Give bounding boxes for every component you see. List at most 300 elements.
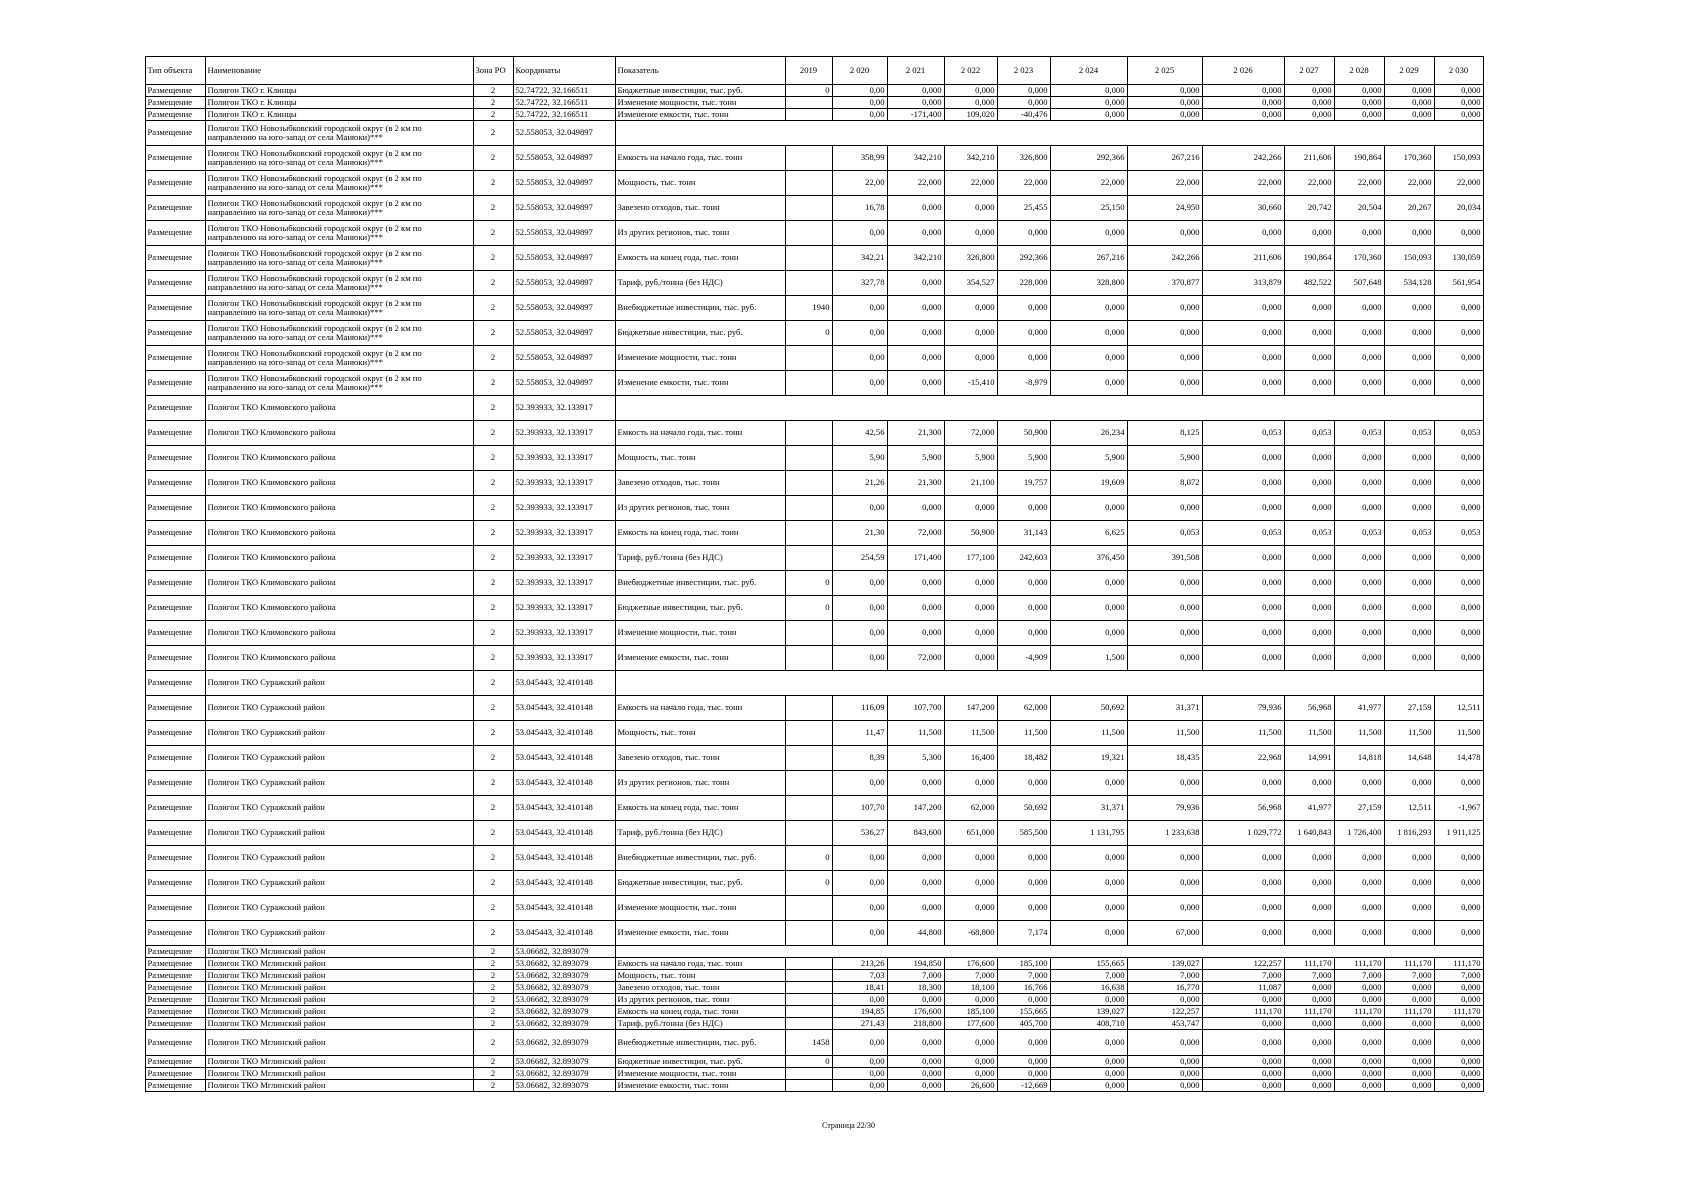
cell-value: 0,000	[1202, 109, 1284, 121]
cell-indicator: Изменение емкости, тыс. тонн	[615, 921, 785, 946]
cell-name: Полигон ТКО Суражский район	[205, 721, 473, 746]
cell-value: 0,000	[1434, 846, 1483, 871]
cell-value: 0,00	[832, 571, 887, 596]
cell-value: 313,879	[1202, 271, 1284, 296]
table-row	[145, 821, 1483, 846]
cell-value: 0,000	[1434, 346, 1483, 371]
cell-type: Размещение	[145, 146, 205, 171]
cell-value: 31,143	[997, 521, 1050, 546]
cell-value: 0,000	[1334, 596, 1384, 621]
cell-zone: 2	[473, 271, 513, 296]
cell-value: 0,000	[944, 596, 997, 621]
cell-indicator: Внебюджетные инвестиции, тыс. руб.	[615, 846, 785, 871]
cell-2019: 0	[785, 846, 832, 871]
cell-value: 147,200	[887, 796, 944, 821]
cell-value: 176,600	[944, 958, 997, 970]
column-header: Наименование	[205, 57, 473, 85]
cell-indicator: Внебюджетные инвестиции, тыс. руб.	[615, 296, 785, 321]
cell-zone: 2	[473, 371, 513, 396]
cell-value: 0,000	[1434, 646, 1483, 671]
cell-value: 12,511	[1434, 696, 1483, 721]
cell-value: 0,000	[1050, 1080, 1127, 1092]
cell-coords: 52.393933, 32.133917	[513, 546, 615, 571]
cell-value: 0,00	[832, 771, 887, 796]
cell-value: 0,000	[997, 1056, 1050, 1068]
cell-value: 11,500	[1284, 721, 1334, 746]
cell-value: -12,669	[997, 1080, 1050, 1092]
cell-value: 0,000	[1202, 646, 1284, 671]
cell-value: 342,21	[832, 246, 887, 271]
cell-value: 72,000	[887, 646, 944, 671]
cell-indicator: Завезено отходов, тыс. тонн	[615, 982, 785, 994]
cell-value: 0,000	[1384, 1030, 1434, 1056]
cell-indicator: Из других регионов, тыс. тонн	[615, 221, 785, 246]
cell-value: 111,170	[1202, 1006, 1284, 1018]
cell-zone: 2	[473, 796, 513, 821]
cell-value: 22,000	[1334, 171, 1384, 196]
cell-value: 0,000	[1050, 846, 1127, 871]
cell-value: 0,000	[887, 621, 944, 646]
cell-value: 25,150	[1050, 196, 1127, 221]
cell-value: 0,000	[1284, 85, 1334, 97]
cell-value: 7,000	[1384, 970, 1434, 982]
cell-zone: 2	[473, 970, 513, 982]
cell-indicator: Завезено отходов, тыс. тонн	[615, 746, 785, 771]
cell-value: 0,000	[1434, 221, 1483, 246]
cell-zone: 2	[473, 671, 513, 696]
table-row	[145, 246, 1483, 271]
cell-value: 67,000	[1127, 921, 1202, 946]
cell-value: 0,000	[1384, 896, 1434, 921]
cell-value: 0,000	[1434, 296, 1483, 321]
cell-value: 0,000	[1050, 921, 1127, 946]
cell-type: Размещение	[145, 85, 205, 97]
cell-value: 0,000	[944, 871, 997, 896]
cell-coords: 52.74722, 32.166511	[513, 109, 615, 121]
cell-value: 62,000	[997, 696, 1050, 721]
cell-value: 11,500	[1434, 721, 1483, 746]
cell-value: 405,700	[997, 1018, 1050, 1030]
cell-value: 7,000	[1127, 970, 1202, 982]
cell-name: Полигон ТКО Мглинский район	[205, 1006, 473, 1018]
cell-value: 0,000	[1050, 221, 1127, 246]
cell-indicator: Емкость на начало года, тыс. тонн	[615, 958, 785, 970]
table-row	[145, 321, 1483, 346]
cell-value: 24,950	[1127, 196, 1202, 221]
cell-name: Полигон ТКО Новозыбковский городской округ (в 2 км по направлению на юго-запад от села Манюки)***	[205, 271, 473, 296]
cell-type: Размещение	[145, 246, 205, 271]
cell-value: 0,000	[1384, 446, 1434, 471]
cell-value: 267,216	[1127, 146, 1202, 171]
cell-value: 150,093	[1434, 146, 1483, 171]
cell-value: 0,000	[1434, 1018, 1483, 1030]
cell-value: 0,000	[944, 621, 997, 646]
cell-value: 0,053	[1384, 521, 1434, 546]
cell-value: -68,800	[944, 921, 997, 946]
cell-name: Полигон ТКО Новозыбковский городской округ (в 2 км по направлению на юго-запад от села Манюки)***	[205, 321, 473, 346]
cell-value: 0,000	[1434, 321, 1483, 346]
cell-coords: 52.558053, 32.049897	[513, 171, 615, 196]
cell-value: 0,000	[887, 571, 944, 596]
cell-value: 0,000	[1050, 1030, 1127, 1056]
cell-name: Полигон ТКО Новозыбковский городской округ (в 2 км по направлению на юго-запад от села Манюки)***	[205, 171, 473, 196]
cell-value: 5,300	[887, 746, 944, 771]
cell-value: 0,000	[1202, 321, 1284, 346]
cell-coords: 52.558053, 32.049897	[513, 196, 615, 221]
cell-value: 0,000	[1434, 871, 1483, 896]
cell-value: 31,371	[1127, 696, 1202, 721]
cell-value: 0,00	[832, 1030, 887, 1056]
cell-zone: 2	[473, 221, 513, 246]
cell-value: 21,300	[887, 471, 944, 496]
cell-value: 0,000	[944, 296, 997, 321]
cell-name: Полигон ТКО Мглинский район	[205, 1080, 473, 1092]
cell-value: 0,000	[1202, 1068, 1284, 1080]
cell-2019: 1940	[785, 296, 832, 321]
cell-value: 7,000	[1050, 970, 1127, 982]
cell-value: 0,000	[1284, 97, 1334, 109]
cell-value: 0,000	[887, 846, 944, 871]
cell-coords: 52.558053, 32.049897	[513, 271, 615, 296]
cell-value: 0,000	[1434, 994, 1483, 1006]
table-row	[145, 982, 1483, 994]
column-header: Координаты	[513, 57, 615, 85]
cell-value: 0,000	[944, 846, 997, 871]
cell-value: 16,400	[944, 746, 997, 771]
cell-value: 0,00	[832, 496, 887, 521]
cell-value: 0,000	[1202, 221, 1284, 246]
cell-value: 0,000	[997, 496, 1050, 521]
cell-value: 0,000	[997, 571, 1050, 596]
cell-coords: 53.045443, 32.410148	[513, 896, 615, 921]
cell-name: Полигон ТКО Суражский район	[205, 771, 473, 796]
cell-zone: 2	[473, 85, 513, 97]
cell-coords: 53.06682, 32.893079	[513, 1056, 615, 1068]
cell-zone: 2	[473, 296, 513, 321]
cell-value: 0,00	[832, 371, 887, 396]
cell-empty	[615, 396, 1483, 421]
cell-indicator: Внебюджетные инвестиции, тыс. руб.	[615, 1030, 785, 1056]
cell-2019	[785, 521, 832, 546]
cell-value: 0,000	[1284, 321, 1334, 346]
cell-value: 0,000	[1384, 296, 1434, 321]
cell-value: 0,000	[1202, 846, 1284, 871]
cell-value: 0,000	[1284, 771, 1334, 796]
cell-value: 11,500	[1384, 721, 1434, 746]
cell-value: 14,648	[1384, 746, 1434, 771]
cell-value: 122,257	[1127, 1006, 1202, 1018]
cell-zone: 2	[473, 171, 513, 196]
cell-value: 0,000	[1334, 921, 1384, 946]
cell-zone: 2	[473, 982, 513, 994]
cell-coords: 52.558053, 32.049897	[513, 146, 615, 171]
cell-value: 342,210	[887, 146, 944, 171]
table-row	[145, 921, 1483, 946]
cell-indicator: Изменение емкости, тыс. тонн	[615, 646, 785, 671]
cell-name: Полигон ТКО Новозыбковский городской округ (в 2 км по направлению на юго-запад от села Манюки)***	[205, 296, 473, 321]
cell-value: 11,500	[1334, 721, 1384, 746]
table-row	[145, 696, 1483, 721]
cell-2019	[785, 970, 832, 982]
cell-value: 194,850	[887, 958, 944, 970]
cell-zone: 2	[473, 471, 513, 496]
cell-type: Размещение	[145, 321, 205, 346]
cell-zone: 2	[473, 871, 513, 896]
cell-value: 0,000	[887, 871, 944, 896]
cell-value: 0,000	[1284, 371, 1334, 396]
column-header: 2 027	[1284, 57, 1334, 85]
table-row	[145, 1056, 1483, 1068]
cell-value: 0,000	[1434, 596, 1483, 621]
table-row	[145, 796, 1483, 821]
cell-value: 242,603	[997, 546, 1050, 571]
table-row	[145, 1080, 1483, 1092]
cell-value: 0,000	[1334, 471, 1384, 496]
cell-value: 0,000	[1050, 97, 1127, 109]
cell-value: 0,000	[1334, 982, 1384, 994]
column-header: 2 028	[1334, 57, 1384, 85]
cell-value: 482,522	[1284, 271, 1334, 296]
cell-indicator: Из других регионов, тыс. тонн	[615, 496, 785, 521]
cell-2019	[785, 921, 832, 946]
cell-value: 0,000	[1050, 571, 1127, 596]
cell-value: 0,000	[1202, 921, 1284, 946]
cell-value: 0,053	[1284, 521, 1334, 546]
cell-2019	[785, 271, 832, 296]
cell-value: 0,000	[1202, 296, 1284, 321]
cell-value: 0,00	[832, 646, 887, 671]
cell-value: 22,000	[1202, 171, 1284, 196]
cell-value: 11,500	[887, 721, 944, 746]
cell-value: 0,000	[1384, 346, 1434, 371]
cell-type: Размещение	[145, 871, 205, 896]
cell-zone: 2	[473, 596, 513, 621]
table-row	[145, 371, 1483, 396]
cell-value: 0,000	[1127, 1030, 1202, 1056]
cell-value: 0,000	[1334, 446, 1384, 471]
cell-value: 0,000	[997, 221, 1050, 246]
cell-value: 18,435	[1127, 746, 1202, 771]
cell-value: 0,000	[1384, 471, 1434, 496]
table-row	[145, 646, 1483, 671]
cell-coords: 53.06682, 32.893079	[513, 958, 615, 970]
cell-coords: 52.558053, 32.049897	[513, 346, 615, 371]
cell-coords: 53.045443, 32.410148	[513, 696, 615, 721]
cell-value: 0,000	[1050, 496, 1127, 521]
cell-value: 0,000	[1050, 296, 1127, 321]
cell-type: Размещение	[145, 271, 205, 296]
cell-value: 0,000	[1127, 571, 1202, 596]
cell-value: 22,000	[887, 171, 944, 196]
cell-2019	[785, 696, 832, 721]
cell-name: Полигон ТКО г. Клинцы	[205, 97, 473, 109]
cell-value: 0,000	[997, 1030, 1050, 1056]
cell-value: 21,30	[832, 521, 887, 546]
cell-value: 0,000	[1434, 496, 1483, 521]
cell-zone: 2	[473, 846, 513, 871]
cell-value: 0,000	[1127, 871, 1202, 896]
cell-value: 185,100	[997, 958, 1050, 970]
cell-value: 22,000	[1384, 171, 1434, 196]
cell-2019	[785, 994, 832, 1006]
cell-2019	[785, 171, 832, 196]
cell-value: 0,000	[1334, 846, 1384, 871]
cell-value: 0,000	[1127, 321, 1202, 346]
cell-value: 0,000	[1127, 771, 1202, 796]
cell-value: 0,000	[997, 771, 1050, 796]
cell-value: 150,093	[1384, 246, 1434, 271]
cell-value: 0,00	[832, 896, 887, 921]
cell-value: 0,00	[832, 621, 887, 646]
cell-value: 107,70	[832, 796, 887, 821]
cell-coords: 53.06682, 32.893079	[513, 1030, 615, 1056]
data-table	[145, 56, 1484, 1092]
cell-zone: 2	[473, 1080, 513, 1092]
cell-zone: 2	[473, 696, 513, 721]
cell-value: 0,000	[1334, 994, 1384, 1006]
cell-2019	[785, 1068, 832, 1080]
cell-value: 14,478	[1434, 746, 1483, 771]
cell-value: 7,000	[1202, 970, 1284, 982]
cell-value: 5,900	[1050, 446, 1127, 471]
cell-value: 0,000	[1284, 109, 1334, 121]
cell-value: 0,000	[1202, 871, 1284, 896]
cell-value: 0,000	[997, 994, 1050, 1006]
cell-value: -1,967	[1434, 796, 1483, 821]
cell-coords: 52.558053, 32.049897	[513, 296, 615, 321]
cell-value: 0,000	[1334, 97, 1384, 109]
cell-value: 155,665	[1050, 958, 1127, 970]
table-row	[145, 471, 1483, 496]
cell-value: 139,027	[1050, 1006, 1127, 1018]
cell-value: 0,000	[887, 596, 944, 621]
cell-value: 0,000	[997, 846, 1050, 871]
cell-value: 0,000	[1050, 321, 1127, 346]
cell-value: 0,000	[1384, 85, 1434, 97]
cell-value: 0,000	[1434, 471, 1483, 496]
cell-coords: 53.045443, 32.410148	[513, 746, 615, 771]
cell-value: 0,000	[1050, 896, 1127, 921]
cell-value: 0,000	[1334, 346, 1384, 371]
cell-value: 228,000	[997, 271, 1050, 296]
cell-value: 5,90	[832, 446, 887, 471]
cell-value: 111,170	[1384, 958, 1434, 970]
cell-value: 1 640,843	[1284, 821, 1334, 846]
cell-value: 44,800	[887, 921, 944, 946]
cell-value: 0,00	[832, 596, 887, 621]
cell-value: 0,000	[1202, 1030, 1284, 1056]
cell-name: Полигон ТКО Суражский район	[205, 671, 473, 696]
cell-value: 0,000	[1284, 296, 1334, 321]
cell-value: 0,000	[997, 321, 1050, 346]
cell-2019	[785, 896, 832, 921]
table-row	[145, 221, 1483, 246]
cell-zone: 2	[473, 521, 513, 546]
table-row	[145, 1068, 1483, 1080]
cell-indicator: Тариф, руб./тонна (без НДС)	[615, 546, 785, 571]
cell-value: 0,000	[944, 496, 997, 521]
cell-value: 0,000	[1050, 1068, 1127, 1080]
cell-value: 0,000	[1050, 371, 1127, 396]
cell-value: 21,26	[832, 471, 887, 496]
cell-value: 0,000	[887, 1068, 944, 1080]
cell-value: 0,000	[1334, 109, 1384, 121]
cell-value: 0,000	[997, 896, 1050, 921]
cell-coords: 52.393933, 32.133917	[513, 496, 615, 521]
cell-indicator: Бюджетные инвестиции, тыс. руб.	[615, 596, 785, 621]
cell-value: 0,000	[1384, 646, 1434, 671]
cell-2019	[785, 796, 832, 821]
cell-name: Полигон ТКО Климовского района	[205, 646, 473, 671]
cell-value: 0,000	[1384, 621, 1434, 646]
cell-coords: 52.74722, 32.166511	[513, 97, 615, 109]
cell-value: 41,977	[1284, 796, 1334, 821]
cell-2019: 0	[785, 1056, 832, 1068]
cell-value: 130,059	[1434, 246, 1483, 271]
cell-value: 27,159	[1334, 796, 1384, 821]
cell-2019	[785, 746, 832, 771]
cell-coords: 53.045443, 32.410148	[513, 771, 615, 796]
cell-coords: 52.558053, 32.049897	[513, 321, 615, 346]
cell-value: 0,000	[1334, 646, 1384, 671]
cell-value: 0,000	[1050, 771, 1127, 796]
cell-value: 7,000	[944, 970, 997, 982]
cell-value: 0,000	[1284, 596, 1334, 621]
cell-value: 0,000	[887, 1056, 944, 1068]
column-header: 2 025	[1127, 57, 1202, 85]
table-row	[145, 296, 1483, 321]
cell-value: 0,000	[1050, 1056, 1127, 1068]
cell-value: 0,000	[1202, 896, 1284, 921]
cell-value: 0,000	[1334, 571, 1384, 596]
cell-zone: 2	[473, 1030, 513, 1056]
cell-value: 354,527	[944, 271, 997, 296]
cell-value: 0,000	[944, 571, 997, 596]
table-row	[145, 146, 1483, 171]
cell-value: 107,700	[887, 696, 944, 721]
cell-name: Полигон ТКО Суражский район	[205, 921, 473, 946]
cell-value: 0,000	[1434, 1030, 1483, 1056]
cell-coords: 52.558053, 32.049897	[513, 121, 615, 146]
cell-value: 171,400	[887, 546, 944, 571]
cell-name: Полигон ТКО Мглинский район	[205, 1056, 473, 1068]
cell-value: 0,00	[832, 221, 887, 246]
cell-value: 26,234	[1050, 421, 1127, 446]
cell-value: 1 029,772	[1202, 821, 1284, 846]
cell-coords: 52.558053, 32.049897	[513, 371, 615, 396]
cell-value: 0,000	[1202, 346, 1284, 371]
cell-value: 177,600	[944, 1018, 997, 1030]
cell-value: 11,500	[1202, 721, 1284, 746]
cell-value: 111,170	[1384, 1006, 1434, 1018]
cell-value: 0,000	[944, 97, 997, 109]
table-row	[145, 121, 1483, 146]
cell-value: 326,800	[997, 146, 1050, 171]
cell-indicator: Бюджетные инвестиции, тыс. руб.	[615, 871, 785, 896]
cell-value: 18,300	[887, 982, 944, 994]
cell-2019	[785, 421, 832, 446]
cell-2019: 0	[785, 596, 832, 621]
cell-type: Размещение	[145, 946, 205, 958]
cell-value: 0,000	[1127, 109, 1202, 121]
cell-value: 0,000	[1050, 621, 1127, 646]
cell-name: Полигон ТКО Климовского района	[205, 571, 473, 596]
cell-value: 0,000	[944, 321, 997, 346]
cell-zone: 2	[473, 496, 513, 521]
cell-value: 0,000	[1202, 1056, 1284, 1068]
cell-value: 18,100	[944, 982, 997, 994]
cell-indicator: Бюджетные инвестиции, тыс. руб.	[615, 85, 785, 97]
